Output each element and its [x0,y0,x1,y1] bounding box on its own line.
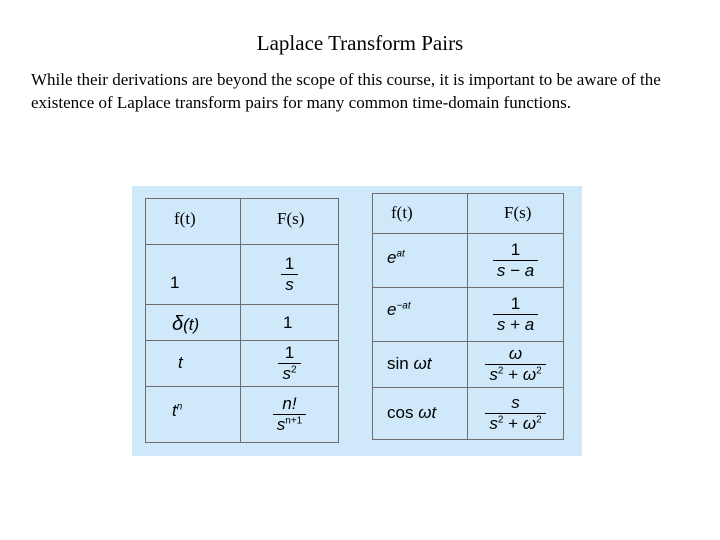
Fs-den-base: s [282,364,291,383]
ft-value [172,313,199,336]
Fs-denominator [485,413,545,433]
left-transform-table [145,198,339,443]
ft-cell [146,305,241,341]
Fs-numerator: 1 [510,240,521,260]
Fs-numerator: 1 [284,254,295,274]
ft-value [172,401,182,421]
Fs-fraction [485,345,545,384]
Fs-fraction [493,241,538,280]
Fs-numerator: 1 [284,343,295,363]
Fs-den-base: s [276,415,286,434]
ft-cell [146,245,241,305]
Fs-den-b: ω [522,414,537,433]
table-row [373,288,564,342]
Fs-cell [468,288,564,342]
Fs-denominator: s − a [493,260,538,280]
Fs-den-b: ω [522,365,537,384]
Fs-den-exponent: 2 [290,364,297,376]
Fs-den-plus: + [503,365,523,384]
delta-argument: (t) [183,315,200,334]
ft-cell [373,388,468,440]
header-ft-label: f(t) [174,209,196,228]
page-title: Laplace Transform Pairs [256,31,464,55]
Fs-den-a: s [489,365,498,384]
Fs-fraction [493,295,538,334]
Fs-fraction [278,344,300,383]
Fs-cell [241,387,339,443]
Fs-den-b-exponent: 2 [536,414,542,426]
ft-value: t [178,353,183,372]
header-Fs-label: F(s) [504,203,532,222]
ft-cell [373,342,468,388]
Fs-numerator [278,395,300,414]
Fs-denominator [485,364,545,384]
Fs-den-plus: + [503,414,523,433]
Fs-cell [241,245,339,305]
ft-value [387,354,431,374]
table-header-row [146,199,339,245]
ft-cell [373,288,468,342]
header-cell-ft [146,199,241,245]
ft-function: cos [387,403,414,422]
table-row [146,305,339,341]
table-row [146,387,339,443]
ft-argument: ωt [418,403,437,422]
header-cell-Fs [241,199,339,245]
Fs-denominator: s + a [493,314,538,334]
ft-exponent: −at [396,300,411,312]
table-row [146,245,339,305]
ft-cell [146,341,241,387]
Fs-denominator: s [281,274,298,294]
Fs-value: 1 [283,313,293,332]
table-header-row [373,194,564,234]
Fs-numerator: s [511,393,520,413]
header-ft-label: f(t) [391,203,413,222]
Fs-numerator: 1 [510,294,521,314]
Fs-fraction [273,395,306,434]
Fs-num-text: n! [282,394,297,414]
Fs-den-a-exponent: 2 [497,365,504,377]
ft-base: t [172,401,177,420]
header-cell-Fs [468,194,564,234]
ft-exponent: n [176,401,183,413]
table-row [373,388,564,440]
Fs-cell [241,341,339,387]
Fs-den-exponent: n+1 [285,415,303,427]
ft-base: e [387,248,397,267]
ft-base: e [387,300,397,319]
ft-argument: ωt [413,354,432,373]
ft-value [387,248,405,268]
Fs-cell [468,388,564,440]
table-row [373,342,564,388]
ft-cell [373,234,468,288]
delta-symbol: δ [172,313,184,335]
ft-exponent: at [396,248,405,260]
Fs-den-b-exponent: 2 [536,365,542,377]
Fs-cell [468,234,564,288]
Fs-den-a-exponent: 2 [497,414,504,426]
ft-value: 1 [170,273,180,292]
Fs-cell [241,305,339,341]
right-transform-table [372,193,564,440]
ft-value [387,300,411,320]
table-row [146,341,339,387]
Fs-cell [468,342,564,388]
Fs-numerator: ω [508,344,523,364]
Fs-fraction [485,394,545,433]
Fs-denominator [273,414,306,434]
intro-paragraph: While their derivations are beyond the scope of this course, it is important to be aware of the existence of Laplace transform pairs for many common time-domain functions. [31,70,661,112]
header-Fs-label: F(s) [277,209,305,228]
table-row [373,234,564,288]
ft-value [387,403,436,423]
Fs-denominator [278,363,300,383]
ft-cell [146,387,241,443]
Fs-den-a: s [489,414,498,433]
header-cell-ft [373,194,468,234]
ft-function: sin [387,354,409,373]
Fs-fraction [281,255,298,294]
